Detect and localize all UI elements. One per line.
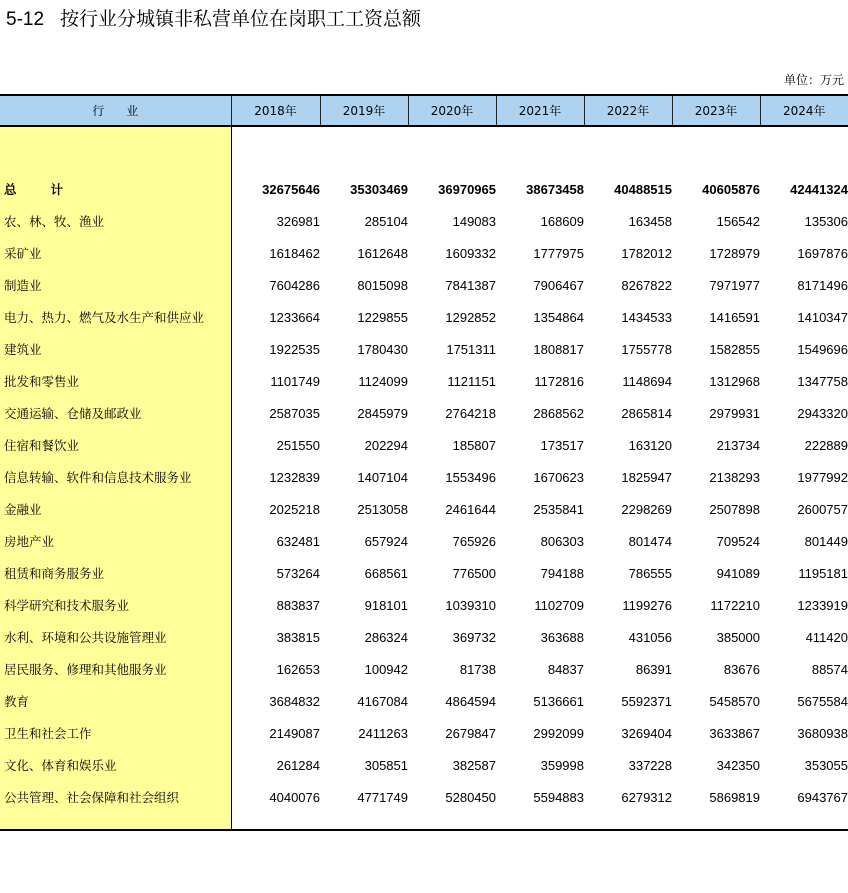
header-year: 2019年 [320,95,408,126]
value-cell: 5675584 [797,693,848,709]
value-cell: 359998 [540,757,584,773]
value-cell: 1233664 [269,309,320,325]
value-cell: 794188 [540,565,584,581]
value-cell: 1102709 [534,597,584,613]
value-cell: 88574 [811,661,848,677]
value-cell: 765926 [452,533,496,549]
value-cell: 1977992 [797,469,848,485]
table-row [0,461,848,493]
value-cell: 5280450 [445,789,496,805]
value-cell: 1172816 [534,373,584,389]
value-cell: 573264 [276,565,320,581]
value-cell: 5458570 [709,693,760,709]
header-row [0,95,848,126]
value-cell: 1553496 [445,469,496,485]
value-cell: 2138293 [709,469,760,485]
value-cell: 431056 [628,629,672,645]
wage-table [0,94,848,831]
value-cell: 326981 [276,213,320,229]
header-year: 2022年 [584,95,672,126]
value-cell: 135306 [804,213,848,229]
value-cell: 369732 [452,629,496,645]
value-cell: 261284 [276,757,320,773]
industry-name: 水利、环境和公共设施管理业 [0,621,231,653]
value-cell: 7971977 [709,277,760,293]
value-cell: 709524 [716,533,760,549]
value-cell: 1354864 [533,309,584,325]
value-cell: 7841387 [445,277,496,293]
table-row [0,493,848,525]
value-cell: 1782012 [621,245,672,261]
value-cell: 2764218 [445,405,496,421]
value-cell: 385000 [716,629,760,645]
value-cell: 383815 [276,629,320,645]
value-cell: 7604286 [269,277,320,293]
value-cell: 4040076 [269,789,320,805]
total-label: 总 计 [0,173,231,205]
value-cell: 1121151 [447,373,496,389]
value-cell: 1229855 [357,309,408,325]
value-cell: 363688 [540,629,584,645]
value-cell: 3269404 [621,725,672,741]
value-cell: 2025218 [269,501,320,517]
value-cell: 382587 [452,757,496,773]
value-cell: 1039310 [445,597,496,613]
value-cell: 1233919 [797,597,848,613]
value-cell: 173517 [540,437,584,453]
value-cell: 1808817 [533,341,584,357]
value-cell: 2513058 [357,501,408,517]
value-cell: 776500 [452,565,496,581]
industry-name: 住宿和餐饮业 [0,429,231,461]
industry-name: 教育 [0,685,231,717]
value-cell: 168609 [540,213,584,229]
table-bottom-rule [0,813,848,830]
total-value: 36970965 [438,181,496,197]
value-cell: 1148694 [622,373,672,389]
value-cell: 2149087 [269,725,320,741]
table-row [0,717,848,749]
industry-name: 农、林、牧、渔业 [0,205,231,237]
page-title [6,6,421,32]
table-row [0,525,848,557]
value-cell: 86391 [635,661,672,677]
value-cell: 4167084 [357,693,408,709]
value-cell: 7906467 [533,277,584,293]
value-cell: 1751311 [446,341,496,357]
table-row [0,589,848,621]
value-cell: 2865814 [621,405,672,421]
value-cell: 163120 [628,437,672,453]
value-cell: 1312968 [709,373,760,389]
value-cell: 1609332 [445,245,496,261]
value-cell: 1172210 [710,597,760,613]
value-cell: 1347758 [797,373,848,389]
value-cell: 305851 [364,757,408,773]
industry-name: 租赁和商务服务业 [0,557,231,589]
value-cell: 5592371 [621,693,672,709]
industry-name: 文化、体育和娱乐业 [0,749,231,781]
value-cell: 1199276 [622,597,672,613]
value-cell: 801449 [804,533,848,549]
table-row [0,301,848,333]
table-row [0,237,848,269]
table-title: 按行业分城镇非私营单位在岗职工工资总额 [60,8,422,30]
industry-name: 建筑业 [0,333,231,365]
industry-name: 电力、热力、燃气及水生产和供应业 [0,301,231,333]
value-cell: 1434533 [621,309,672,325]
value-cell: 657924 [364,533,408,549]
value-cell: 2587035 [269,405,320,421]
value-cell: 2411263 [358,725,408,741]
value-cell: 806303 [540,533,584,549]
value-cell: 1292852 [445,309,496,325]
value-cell: 1777975 [533,245,584,261]
table-row [0,685,848,717]
value-cell: 4864594 [445,693,496,709]
spacer-row [0,126,848,173]
value-cell: 5594883 [533,789,584,805]
industry-name: 制造业 [0,269,231,301]
value-cell: 2535841 [533,501,584,517]
value-cell: 149083 [452,213,496,229]
value-cell: 2461644 [445,501,496,517]
value-cell: 2868562 [533,405,584,421]
table-row [0,365,848,397]
table-number: 5-12 [6,9,45,30]
value-cell: 353055 [804,757,848,773]
value-cell: 1755778 [621,341,672,357]
value-cell: 1582855 [709,341,760,357]
value-cell: 8015098 [357,277,408,293]
industry-name: 居民服务、修理和其他服务业 [0,653,231,685]
value-cell: 668561 [364,565,408,581]
value-cell: 251550 [276,437,320,453]
value-cell: 883837 [276,597,320,613]
value-cell: 1780430 [357,341,408,357]
table-row [0,397,848,429]
table-row [0,653,848,685]
value-cell: 185807 [452,437,496,453]
total-row [0,173,848,205]
value-cell: 6279312 [621,789,672,805]
value-cell: 2679847 [445,725,496,741]
value-cell: 2600757 [797,501,848,517]
industry-name: 卫生和社会工作 [0,717,231,749]
value-cell: 2298269 [621,501,672,517]
value-cell: 5136661 [533,693,584,709]
table-row [0,557,848,589]
value-cell: 801474 [628,533,672,549]
value-cell: 81738 [459,661,496,677]
value-cell: 1195181 [798,565,848,581]
industry-name: 采矿业 [0,237,231,269]
header-year: 2024年 [760,95,848,126]
industry-name: 交通运输、仓储及邮政业 [0,397,231,429]
total-value: 35303469 [350,181,408,197]
value-cell: 1612648 [357,245,408,261]
header-year: 2021年 [496,95,584,126]
value-cell: 2845979 [357,405,408,421]
value-cell: 4771749 [357,789,408,805]
value-cell: 632481 [276,533,320,549]
value-cell: 1697876 [797,245,848,261]
value-cell: 786555 [628,565,672,581]
table-row [0,781,848,813]
value-cell: 8171496 [797,277,848,293]
table-row [0,749,848,781]
value-cell: 162653 [276,661,320,677]
value-cell: 222889 [804,437,848,453]
total-value: 32675646 [262,181,320,197]
value-cell: 1416591 [709,309,760,325]
value-cell: 1410347 [797,309,848,325]
total-value: 40605876 [702,181,760,197]
header-year: 2023年 [672,95,760,126]
value-cell: 2943320 [797,405,848,421]
value-cell: 342350 [716,757,760,773]
header-industry: 行业 [0,95,231,126]
table-row [0,621,848,653]
value-cell: 918101 [364,597,408,613]
value-cell: 286324 [364,629,408,645]
industry-name: 科学研究和技术服务业 [0,589,231,621]
value-cell: 3633867 [709,725,760,741]
value-cell: 1922535 [269,341,320,357]
value-cell: 1825947 [621,469,672,485]
value-cell: 3684832 [269,693,320,709]
header-year: 2018年 [231,95,320,126]
value-cell: 1728979 [709,245,760,261]
value-cell: 163458 [628,213,672,229]
value-cell: 2992099 [533,725,584,741]
value-cell: 1407104 [357,469,408,485]
value-cell: 6943767 [797,789,848,805]
total-value: 40488515 [614,181,672,197]
value-cell: 1618462 [269,245,320,261]
table-row [0,269,848,301]
value-cell: 1124099 [358,373,408,389]
total-value: 38673458 [526,181,584,197]
table-row [0,429,848,461]
industry-name: 房地产业 [0,525,231,557]
value-cell: 2507898 [709,501,760,517]
value-cell: 3680938 [797,725,848,741]
value-cell: 1549696 [797,341,848,357]
value-cell: 84837 [547,661,584,677]
table-row [0,205,848,237]
total-value: 42441324 [790,181,848,197]
industry-name: 批发和零售业 [0,365,231,397]
value-cell: 2979931 [709,405,760,421]
table-row [0,333,848,365]
value-cell: 337228 [628,757,672,773]
value-cell: 941089 [716,565,760,581]
value-cell: 285104 [364,213,408,229]
industry-name: 金融业 [0,493,231,525]
value-cell: 83676 [723,661,760,677]
value-cell: 5869819 [709,789,760,805]
value-cell: 213734 [716,437,760,453]
value-cell: 1101749 [270,373,320,389]
value-cell: 411420 [805,629,848,645]
industry-name: 信息转输、软件和信息技术服务业 [0,461,231,493]
value-cell: 1232839 [269,469,320,485]
value-cell: 202294 [364,437,408,453]
value-cell: 1670623 [533,469,584,485]
value-cell: 8267822 [621,277,672,293]
industry-name: 公共管理、社会保障和社会组织 [0,781,231,813]
unit-label: 单位：万元 [783,73,844,87]
value-cell: 156542 [716,213,760,229]
value-cell: 100942 [364,661,408,677]
header-year: 2020年 [408,95,496,126]
